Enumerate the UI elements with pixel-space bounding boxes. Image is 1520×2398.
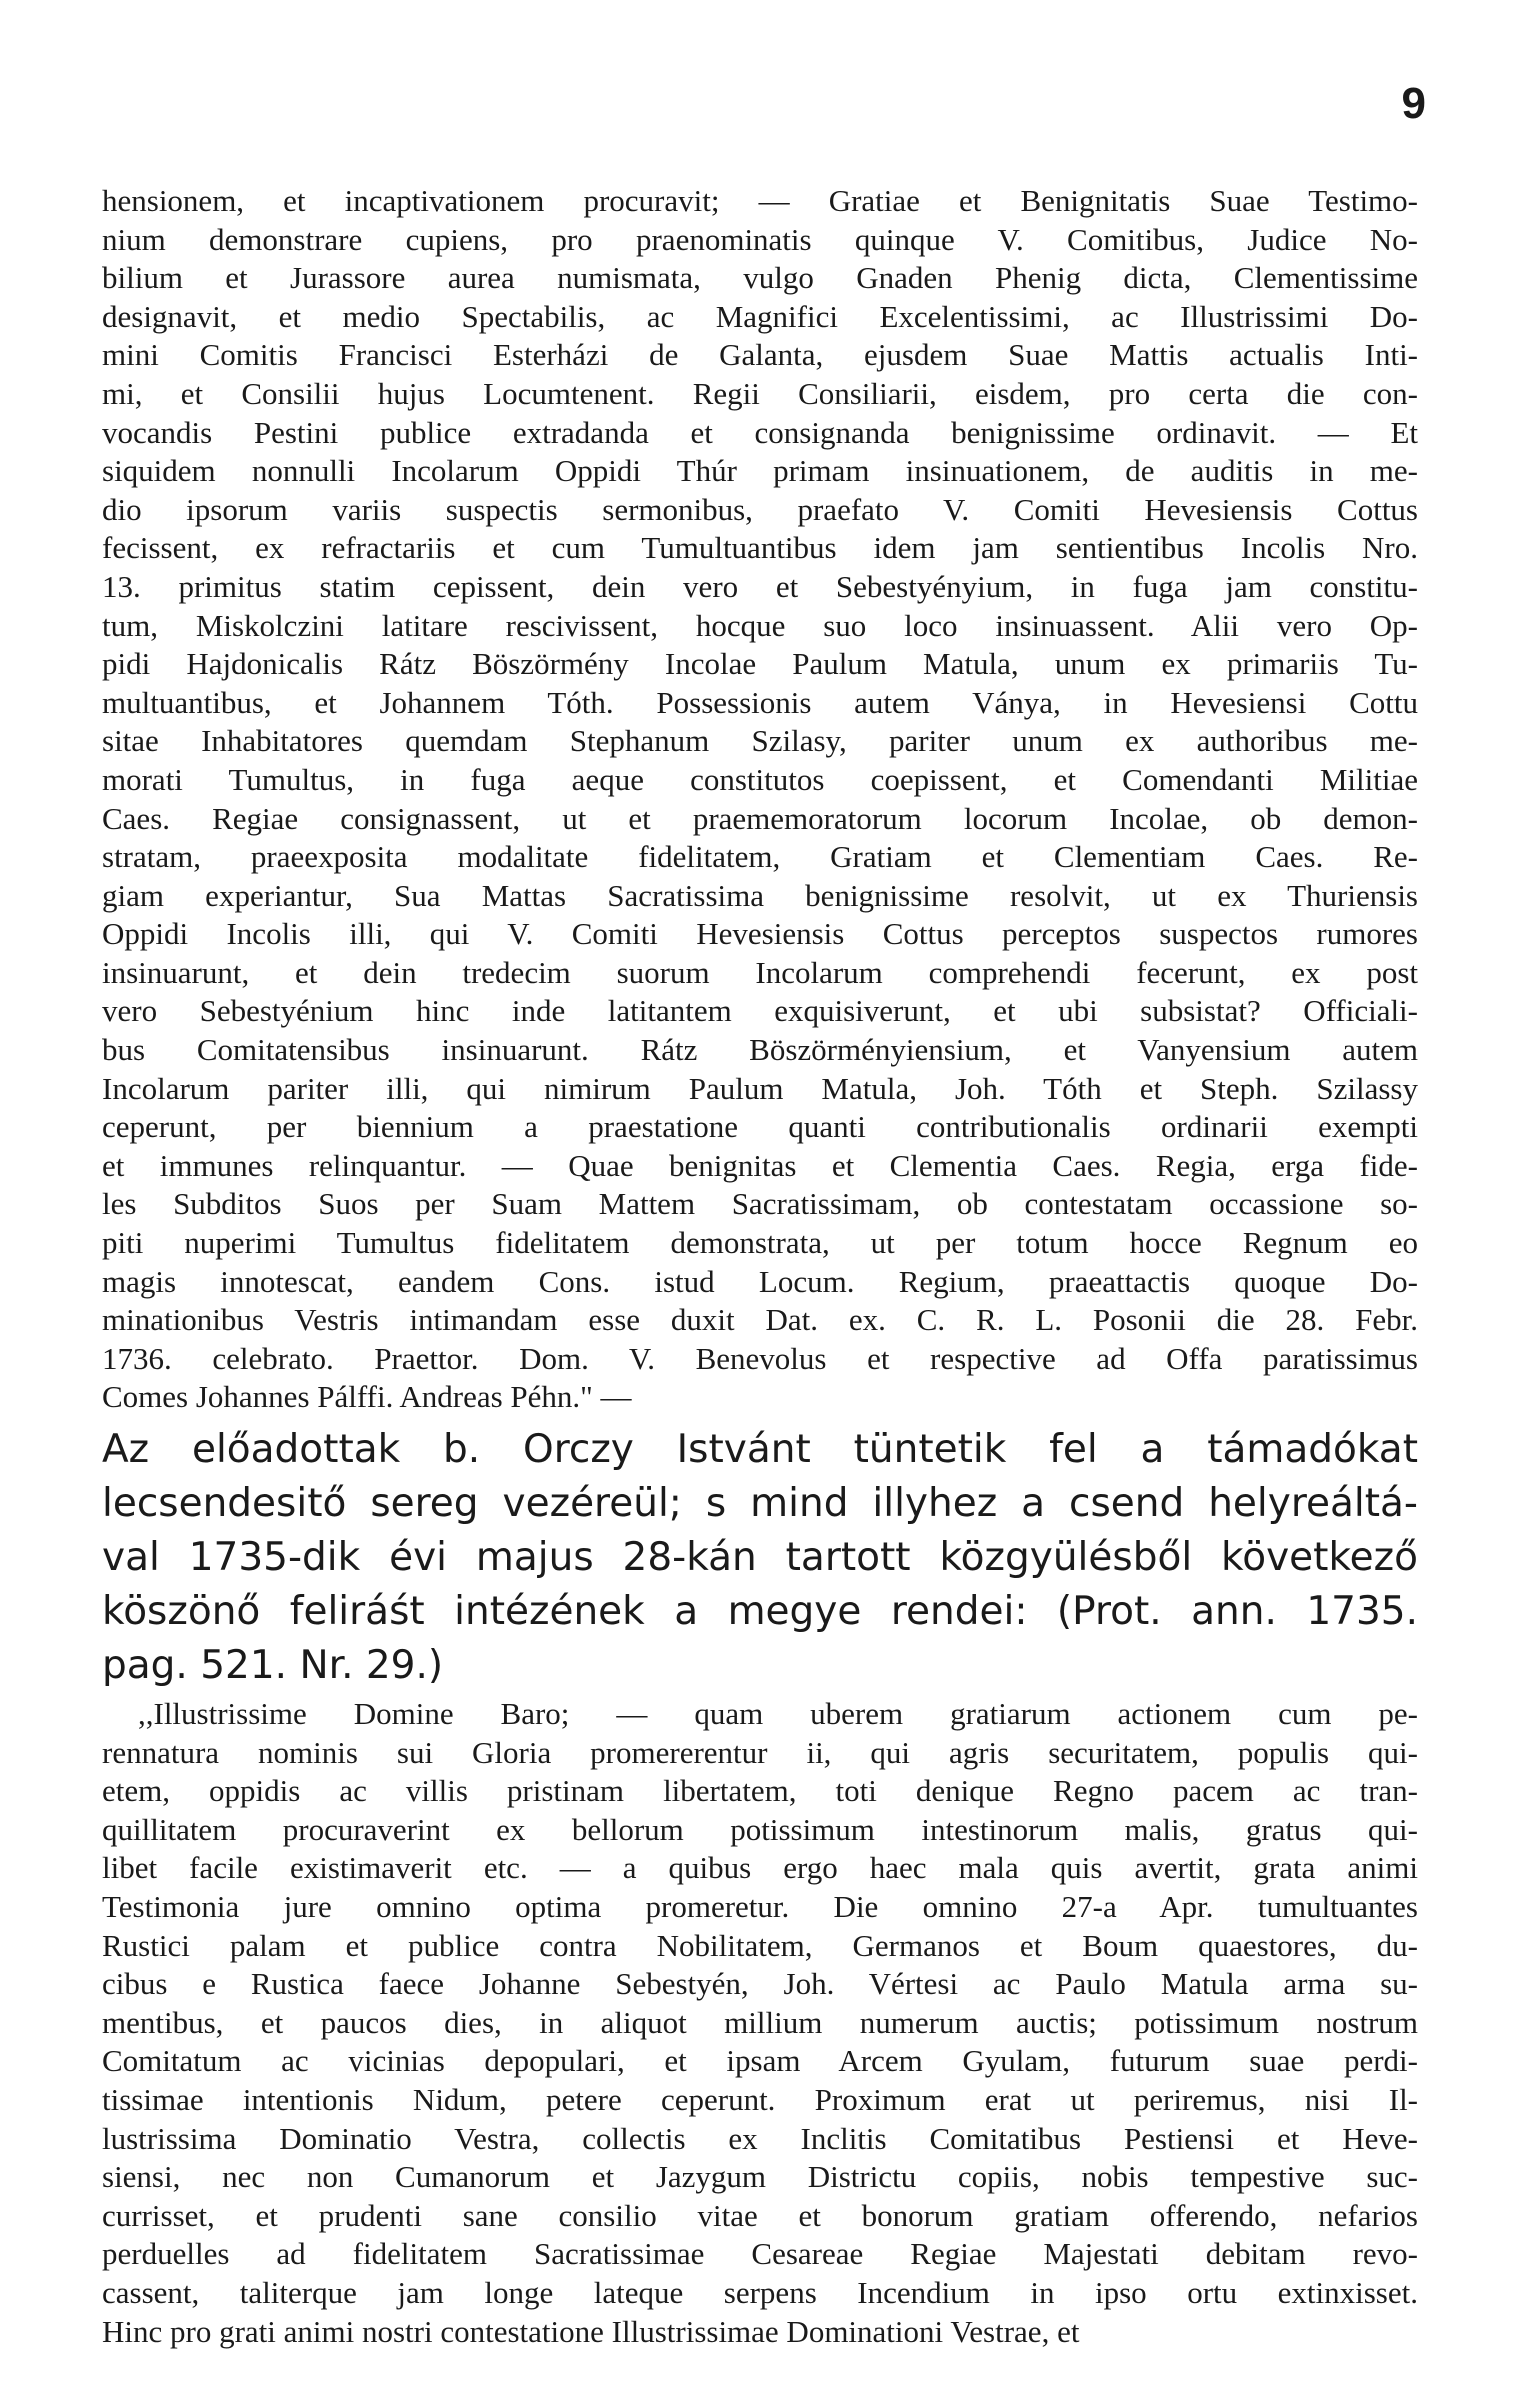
text-line: etem, oppidis ac villis pristinam libertatem, toti denique Regno pacem ac tran- [102, 1773, 1418, 1809]
text-line: lecsendesitő sereg vezéreül; s mind illyhez a csend helyreáltá- [102, 1481, 1418, 1526]
page-number: 9 [1401, 79, 1426, 128]
text-line: Comes Johannes Pálffi. Andreas Péhn." — [102, 1379, 632, 1415]
text-line: vocandis Pestini publice extradanda et consignanda benignissime ordinavit. — Et [102, 414, 1418, 450]
text-line: pidi Hajdonicalis Rátz Böszörmény Incolae Paulum Matula, unum ex primariis Tu- [102, 646, 1418, 682]
text-line: sitae Inhabitatores quemdam Stephanum Szilasy, pariter unum ex authoribus me- [102, 723, 1418, 759]
hungarian-paragraph [102, 1423, 1418, 1693]
text-line: cibus e Rustica faece Johanne Sebestyén, Joh. Vértesi ac Paulo Matula arma su- [102, 1966, 1418, 2002]
text-line: perduelles ad fidelitatem Sacratissimae Cesareae Regiae Majestati debitam revo- [102, 2236, 1418, 2272]
text-line: Rustici palam et publice contra Nobilitatem, Germanos et Boum quaestores, du- [102, 1927, 1418, 1963]
text-line: et immunes relinquantur. — Quae benignitas et Clementia Caes. Regia, erga fide- [102, 1147, 1418, 1183]
text-line: dio ipsorum variis suspectis sermonibus, praefato V. Comiti Hevesiensis Cottus [102, 491, 1418, 527]
text-line: tissimae intentionis Nidum, petere ceperunt. Proximum erat ut periremus, nisi Il- [102, 2081, 1418, 2117]
text-line: insinuarunt, et dein tredecim suorum Incolarum comprehendi fecerunt, ex post [102, 954, 1418, 990]
text-line: ,,Illustrissime Domine Baro; — quam uberem gratiarum actionem cum pe- [138, 1696, 1418, 1731]
text-line: mini Comitis Francisci Esterházi de Galanta, ejusdem Suae Mattis actualis Inti- [102, 337, 1418, 373]
text-line: giam experiantur, Sua Mattas Sacratissima benignissime resolvit, ut ex Thuriensis [102, 877, 1418, 913]
text-line: minationibus Vestris intimandam esse duxit Dat. ex. C. R. L. Posonii die 28. Febr. [102, 1302, 1418, 1338]
text-line: 13. primitus statim cepissent, dein vero et Sebestyényium, in fuga jam constitu- [102, 568, 1418, 604]
text-line: 1736. celebrato. Praettor. Dom. V. Benevolus et respective ad Offa paratissimus [102, 1340, 1418, 1376]
text-line: mi, et Consilii hujus Locumtenent. Regii Consiliarii, eisdem, pro certa die con- [102, 375, 1418, 411]
text-line: stratam, praeexposita modalitate fidelitatem, Gratiam et Clementiam Caes. Re- [102, 839, 1418, 875]
text-line: cassent, taliterque jam longe lateque serpens Incendium in ipso ortu extinxisset. [102, 2274, 1418, 2310]
text-line: siquidem nonnulli Incolarum Oppidi Thúr primam insinuationem, de auditis in me- [102, 453, 1418, 489]
latin-paragraph-1 [102, 182, 1418, 1417]
text-line: Hinc pro grati animi nostri contestatione Illustrissimae Dominationi Vestrae, et [102, 2313, 1080, 2349]
text-line: bilium et Jurassore aurea numismata, vulgo Gnaden Phenig dicta, Clementissime [102, 260, 1418, 296]
text-line: multuantibus, et Johannem Tóth. Possessionis autem Ványa, in Hevesiensi Cottu [102, 684, 1418, 720]
text-line: hensionem, et incaptivationem procuravit; — Gratiae et Benignitatis Suae Testimo- [102, 183, 1418, 218]
text-line: rennatura nominis sui Gloria promererentur ii, qui agris securitatem, populis qui- [102, 1734, 1418, 1770]
text-line: Az előadottak b. Orczy Istvánt tüntetik fel a támadókat [102, 1427, 1418, 1472]
text-line: libet facile existimaverit etc. — a quibus ergo haec mala quis avertit, grata animi [102, 1850, 1418, 1886]
text-line: currisset, et prudenti sane consilio vitae et bonorum gratiam offerendo, nefarios [102, 2197, 1418, 2233]
latin-paragraph-2 [102, 1695, 1418, 2351]
text-line: siensi, nec non Cumanorum et Jazygum Districtu copiis, nobis tempestive suc- [102, 2159, 1418, 2195]
text-line: mentibus, et paucos dies, in aliquot millium numerum auctis; potissimum nostrum [102, 2004, 1418, 2040]
text-line: quillitatem procuraverint ex bellorum potissimum intestinorum malis, gratus qui- [102, 1811, 1418, 1847]
text-line: magis innotescat, eandem Cons. istud Locum. Regium, praeattactis quoque Do- [102, 1263, 1418, 1299]
text-line: pag. 521. Nr. 29.) [102, 1643, 444, 1688]
text-line: lustrissima Dominatio Vestra, collectis ex Inclitis Comitatibus Pestiensi et Heve- [102, 2120, 1418, 2156]
text-line: piti nuperimi Tumultus fidelitatem demonstrata, ut per totum hocce Regnum eo [102, 1225, 1418, 1261]
text-line: nium demonstrare cupiens, pro praenominatis quinque V. Comitibus, Judice No- [102, 221, 1418, 257]
page-body [102, 182, 1418, 2351]
text-line: les Subditos Suos per Suam Mattem Sacratissimam, ob contestatam occassione so- [102, 1186, 1418, 1222]
text-line: Incolarum pariter illi, qui nimirum Paulum Matula, Joh. Tóth et Steph. Szilassy [102, 1070, 1418, 1106]
text-line: tum, Miskolczini latitare rescivissent, hocque suo loco insinuassent. Alii vero Op- [102, 607, 1418, 643]
text-line: köszönő feliráśt intézének a megye rendei: (Prot. ann. 1735. [102, 1589, 1418, 1634]
text-line: Caes. Regiae consignassent, ut et praememoratorum locorum Incolae, ob demon- [102, 800, 1418, 836]
text-line: designavit, et medio Spectabilis, ac Magnifici Excelentissimi, ac Illustrissimi Do- [102, 298, 1418, 334]
text-line: ceperunt, per biennium a praestatione quanti contributionalis ordinarii exempti [102, 1109, 1418, 1145]
text-line: Comitatum ac vicinias depopulari, et ipsam Arcem Gyulam, futurum suae perdi- [102, 2043, 1418, 2079]
text-line: val 1735-dik évi majus 28-kán tartott közgyülésből következő [102, 1535, 1418, 1580]
text-line: fecissent, ex refractariis et cum Tumultuantibus idem jam sentientibus Incolis Nro. [102, 530, 1418, 566]
text-line: morati Tumultus, in fuga aeque constitutos coepissent, et Comendanti Militiae [102, 761, 1418, 797]
text-line: Oppidi Incolis illi, qui V. Comiti Hevesiensis Cottus perceptos suspectos rumores [102, 916, 1418, 952]
text-line: Testimonia jure omnino optima promeretur. Die omnino 27-a Apr. tumultuantes [102, 1888, 1418, 1924]
text-line: vero Sebestyénium hinc inde latitantem exquisiverunt, et ubi subsistat? Officiali- [102, 993, 1418, 1029]
text-line: bus Comitatensibus insinuarunt. Rátz Böszörményiensium, et Vanyensium autem [102, 1032, 1418, 1068]
